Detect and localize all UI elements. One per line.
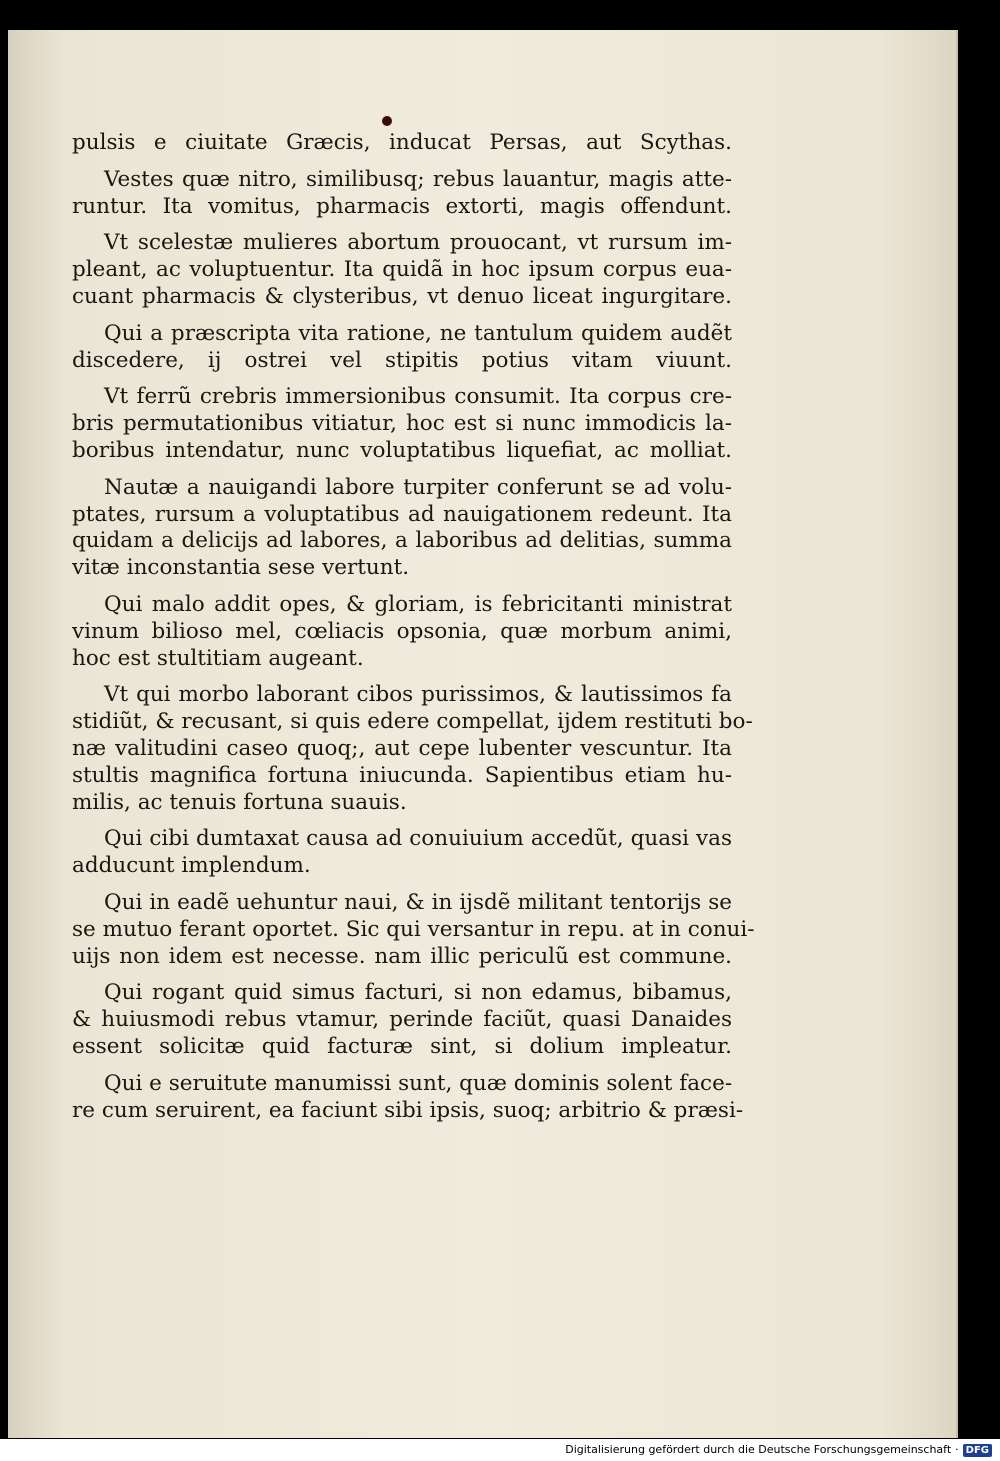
text-line: vinum bilioso mel, cœliacis opsonia, quæ morbum animi, <box>72 618 732 644</box>
text-paragraph <box>72 1070 744 1125</box>
text-line: re cum seruirent, ea faciunt sibi ipsis, suoq; arbitrio & præsi- <box>72 1097 744 1123</box>
text-line: essent solicitæ quid facturæ sint, si dolium impleatur. <box>72 1033 732 1059</box>
text-line: cuant pharmacis & clysteribus, vt denuo liceat ingurgitare. <box>72 283 732 309</box>
text-paragraph <box>72 889 755 970</box>
footer-separator: · <box>955 1443 959 1456</box>
text-line: uijs non idem est necesse. nam illic periculũ est commune. <box>72 943 732 969</box>
text-line: pulsis e ciuitate Græcis, inducat Persas, aut Scythas. <box>72 130 732 155</box>
text-line: & huiusmodi rebus vtamur, perinde faciũt, quasi Danaides <box>72 1007 732 1033</box>
text-line: vitæ inconstantia sese vertunt. <box>72 555 410 581</box>
text-line: adducunt implendum. <box>72 853 311 879</box>
text-line: Vestes quæ nitro, similibusq; rebus lauantur, magis atte- <box>104 166 732 192</box>
text-line: Qui in eadẽ uehuntur naui, & in ijsdẽ militant tentorijs se <box>104 889 732 915</box>
text-line: stidiũt, & recusant, si quis edere compellat, ijdem restituti bo- <box>72 709 753 735</box>
funding-footer <box>0 1439 1000 1461</box>
text-line: milis, ac tenuis fortuna suauis. <box>72 789 407 815</box>
text-line: quidam a delicijs ad labores, a laboribus ad delitias, summa <box>72 528 732 554</box>
text-line: runtur. Ita vomitus, pharmacis extorti, magis offendunt. <box>72 193 732 219</box>
text-line: næ valitudini caseo quoq;, aut cepe lubenter vescuntur. Ita <box>72 735 732 761</box>
text-line: Nautæ a nauigandi labore turpiter conferunt se ad volu- <box>104 474 732 500</box>
text-line: Vt scelestæ mulieres abortum prouocant, vt rursum im- <box>104 230 732 256</box>
text-paragraph <box>72 980 732 1060</box>
text-line: bris permutationibus vitiatur, hoc est si nunc immodicis la- <box>72 411 732 437</box>
text-paragraph <box>72 384 732 464</box>
funding-credit: Digitalisierung gefördert durch die Deutsche Forschungsgemeinschaft <box>565 1443 952 1456</box>
text-paragraph <box>72 230 732 310</box>
text-line: hoc est stultitiam augeant. <box>72 645 364 671</box>
text-paragraph <box>72 167 732 221</box>
text-line: boribus intendatur, nunc voluptatibus liquefiat, ac molliat. <box>72 437 732 463</box>
text-line: Qui malo addit opes, & gloriam, is febricitanti ministrat <box>104 591 732 617</box>
dfg-logo[interactable]: DFG <box>963 1444 992 1457</box>
text-paragraph <box>72 321 732 375</box>
text-line: Vt qui morbo laborant cibos purissimos, & lautissimos fa <box>104 682 732 708</box>
text-line: se mutuo ferant oportet. Sic qui versantur in repu. at in conui- <box>72 916 755 942</box>
book-page <box>8 30 958 1438</box>
text-paragraph <box>72 475 732 582</box>
text-line: discedere, ij ostrei vel stipitis potius vitam viuunt. <box>72 347 732 373</box>
text-line: pleant, ac voluptuentur. Ita quidã in hoc ipsum corpus eua- <box>72 257 732 283</box>
text-line: Vt ferrũ crebris immersionibus consumit. Ita corpus cre- <box>104 384 732 410</box>
text-paragraph <box>72 592 732 672</box>
text-line: ptates, rursum a voluptatibus ad nauigationem redeunt. Ita <box>72 501 732 527</box>
ink-spot <box>382 116 392 126</box>
text-paragraph <box>72 826 732 880</box>
page-text <box>72 130 755 1134</box>
text-line: Qui e seruitute manumissi sunt, quæ dominis solent face- <box>104 1070 733 1096</box>
text-line: Qui a præscripta vita ratione, ne tantulum quidem audẽt <box>104 320 732 346</box>
text-paragraph <box>72 682 753 816</box>
text-paragraph <box>72 130 732 157</box>
text-line: stultis magnifica fortuna iniucunda. Sapientibus etiam hu- <box>72 762 732 788</box>
text-line: Qui rogant quid simus facturi, si non edamus, bibamus, <box>104 980 732 1006</box>
text-line: Qui cibi dumtaxat causa ad conuiuium accedũt, quasi vas <box>104 826 732 852</box>
